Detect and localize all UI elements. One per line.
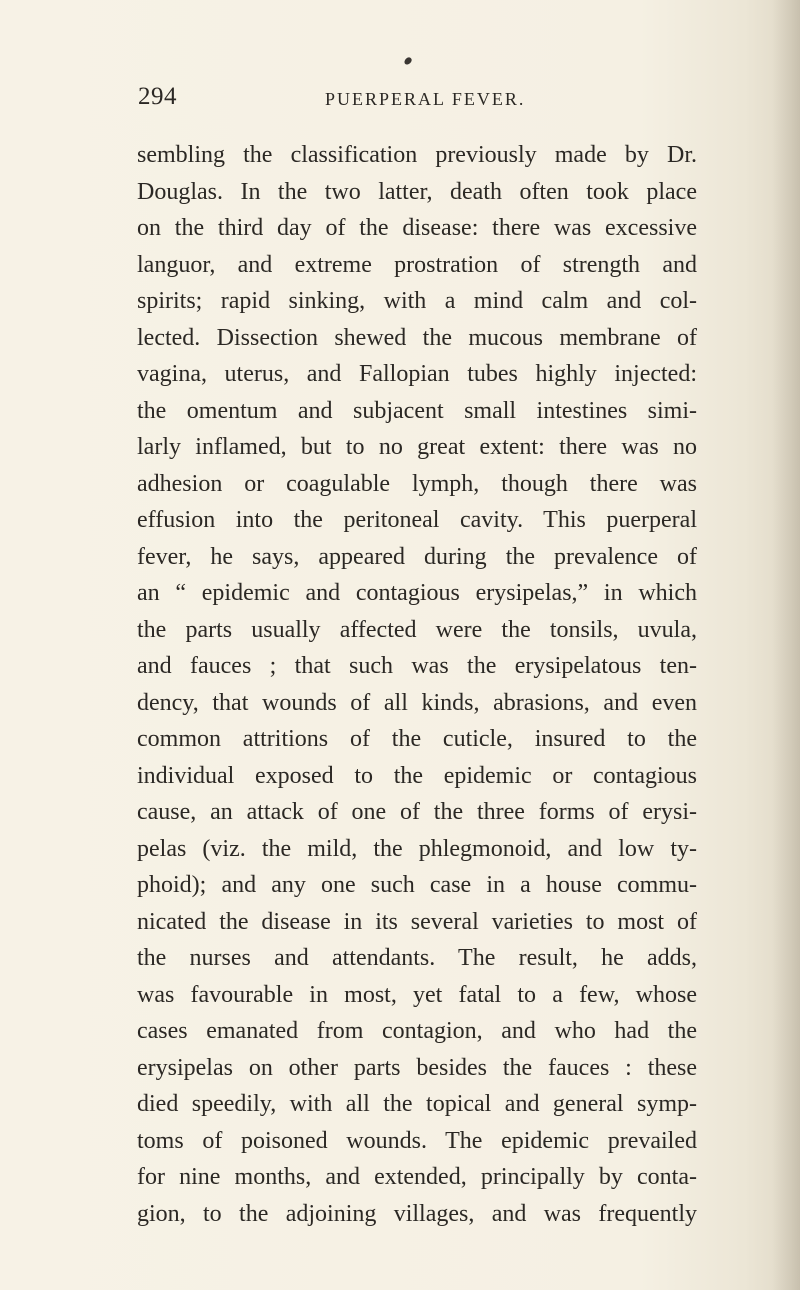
text-line: vagina, uterus, and Fallopian tubes highly injected: bbox=[137, 361, 697, 387]
text-line: fever, he says, appeared during the prevalence of bbox=[137, 543, 697, 570]
text-line: for nine months, and extended, principally by conta- bbox=[137, 1164, 697, 1190]
text-line: Douglas. In the two latter, death often took place bbox=[137, 178, 697, 205]
text-line: larly inflamed, but to no great extent: there was no bbox=[137, 434, 697, 460]
running-head: PUERPERAL FEVER. bbox=[325, 89, 526, 109]
text-line: cause, an attack of one of the three forms of erysi- bbox=[137, 799, 697, 825]
text-line: spirits; rapid sinking, with a mind calm and col- bbox=[137, 288, 697, 314]
text-line: toms of poisoned wounds. The epidemic prevailed bbox=[137, 1127, 697, 1154]
page-number: 294 bbox=[138, 83, 177, 110]
text-line: cases emanated from contagion, and who had the bbox=[137, 1018, 697, 1044]
ink-mark bbox=[403, 56, 413, 66]
text-line: the nurses and attendants. The result, he adds, bbox=[137, 945, 697, 971]
text-line: the parts usually affected were the tonsils, uvula, bbox=[137, 616, 697, 643]
text-line: common attritions of the cuticle, insured to the bbox=[137, 726, 697, 752]
text-line: on the third day of the disease: there was excessive bbox=[137, 215, 697, 241]
text-line: dency, that wounds of all kinds, abrasions, and even bbox=[137, 689, 697, 716]
text-line: sembling the classification previously made by Dr. bbox=[137, 142, 697, 168]
text-line: erysipelas on other parts besides the fauces : these bbox=[137, 1054, 697, 1081]
text-line: gion, to the adjoining villages, and was frequently bbox=[137, 1200, 697, 1227]
text-line: pelas (viz. the mild, the phlegmonoid, and low ty- bbox=[137, 835, 697, 862]
text-line: was favourable in most, yet fatal to a few, whose bbox=[137, 981, 697, 1008]
text-line: an “ epidemic and contagious erysipelas,” in which bbox=[137, 580, 697, 606]
body-text bbox=[137, 137, 697, 1232]
text-line: languor, and extreme prostration of strength and bbox=[137, 251, 697, 278]
page-edge-shadow bbox=[772, 0, 800, 1290]
text-line: individual exposed to the epidemic or contagious bbox=[137, 762, 697, 789]
text-line: adhesion or coagulable lymph, though there was bbox=[137, 470, 697, 497]
text-line: died speedily, with all the topical and general symp- bbox=[137, 1091, 697, 1117]
text-line: lected. Dissection shewed the mucous membrane of bbox=[137, 324, 697, 351]
text-line: nicated the disease in its several varieties to most of bbox=[137, 908, 697, 935]
text-line: effusion into the peritoneal cavity. This puerperal bbox=[137, 507, 697, 533]
text-line: the omentum and subjacent small intestines simi- bbox=[137, 397, 697, 424]
text-line: and fauces ; that such was the erysipelatous ten- bbox=[137, 653, 697, 679]
text-line: phoid); and any one such case in a house commu- bbox=[137, 872, 697, 898]
